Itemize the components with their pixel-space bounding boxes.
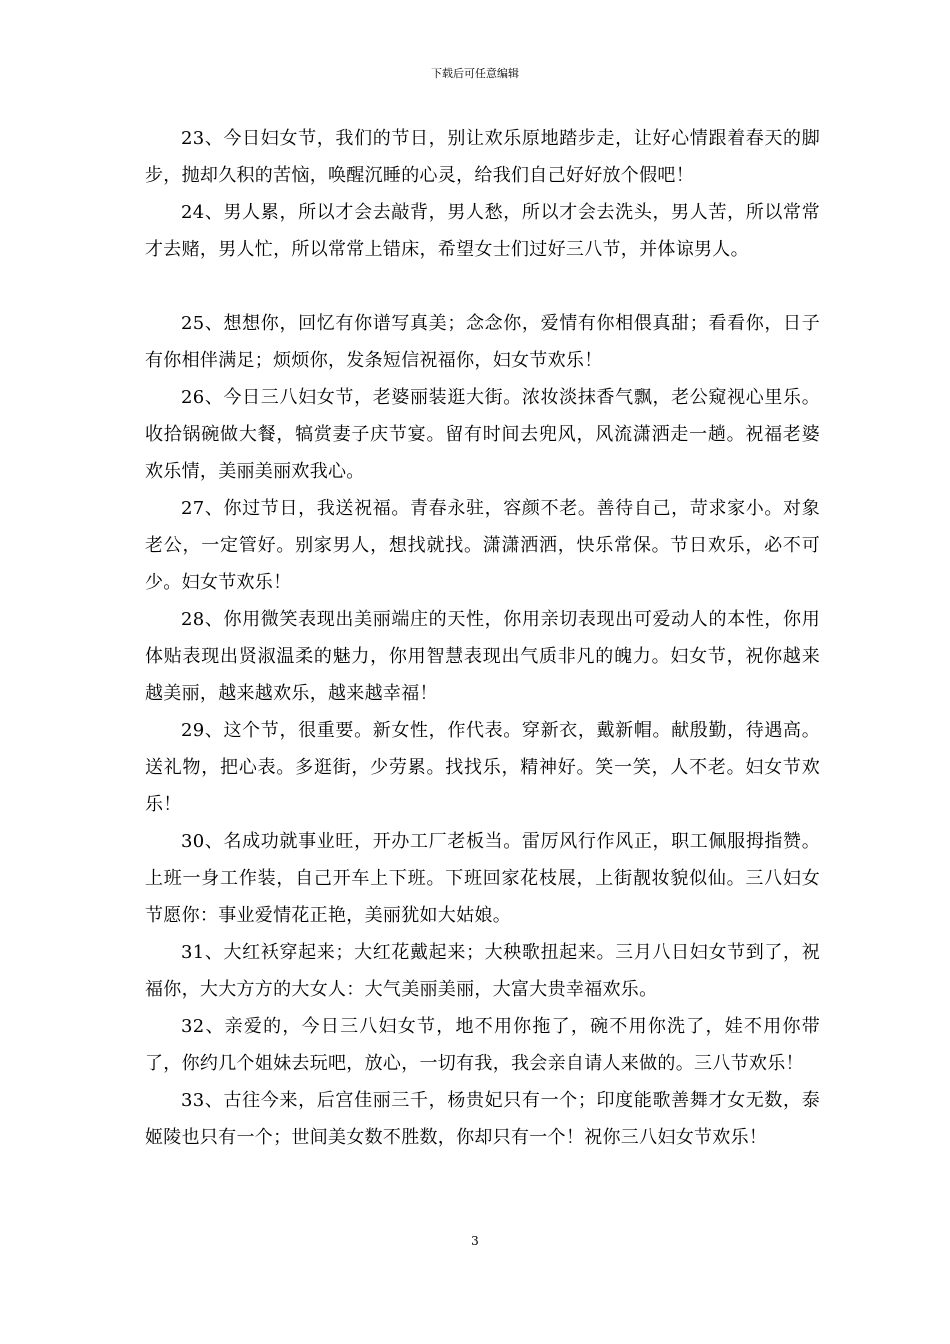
- paragraph-25: 25、想想你，回忆有你谱写真美；念念你，爱情有你相偎真甜；看看你，日子有你相伴满足；烦烦你，发条短信祝福你，妇女节欢乐！: [145, 313, 820, 371]
- paragraph-31: 31、大红袄穿起来；大红花戴起来；大秧歌扭起来。三月八日妇女节到了，祝福你，大大方方的大女人：大气美丽美丽，大富大贵幸福欢乐。: [145, 942, 820, 1000]
- page-header: 下载后可任意编辑: [431, 67, 519, 80]
- paragraph-23: 23、今日妇女节，我们的节日，别让欢乐原地踏步走，让好心情跟着春天的脚步，抛却久积的苦恼，唤醒沉睡的心灵，给我们自己好好放个假吧！: [145, 128, 820, 186]
- paragraph-30: 30、名成功就事业旺，开办工厂老板当。雷厉风行作风正，职工佩服拇指赞。上班一身工作装，自己开车上下班。下班回家花枝展，上街靓妆貌似仙。三八妇女节愿你：事业爱情花正艳，美丽犹如大姑娘。: [145, 831, 820, 926]
- paragraph-32: 32、亲爱的，今日三八妇女节，地不用你拖了，碗不用你洗了，娃不用你带了，你约几个姐妹去玩吧，放心，一切有我，我会亲自请人来做的。三八节欢乐！: [145, 1016, 820, 1074]
- paragraph-29: 29、这个节，很重要。新女性，作代表。穿新衣，戴新帽。献殷勤，待遇高。送礼物，把心表。多逛街，少劳累。找找乐，精神好。笑一笑，人不老。妇女节欢乐！: [145, 720, 820, 815]
- document-body: [145, 120, 820, 1156]
- paragraph-28: 28、你用微笑表现出美丽端庄的天性，你用亲切表现出可爱动人的本性，你用体贴表现出贤淑温柔的魅力，你用智慧表现出气质非凡的魄力。妇女节，祝你越来越美丽，越来越欢乐，越来越幸福！: [145, 609, 820, 704]
- paragraph-33: 33、古往今来，后宫佳丽三千，杨贵妃只有一个；印度能歌善舞才女无数，泰姬陵也只有一个；世间美女数不胜数，你却只有一个！祝你三八妇女节欢乐！: [145, 1090, 820, 1148]
- paragraph-24: 24、男人累，所以才会去敲背，男人愁，所以才会去洗头，男人苦，所以常常才去赌，男人忙，所以常常上错床，希望女士们过好三八节，并体谅男人。: [145, 202, 820, 260]
- paragraph-26: 26、今日三八妇女节，老婆丽装逛大街。浓妆淡抹香气飘，老公窥视心里乐。收拾锅碗做大餐，犒赏妻子庆节宴。留有时间去兜风，风流潇洒走一趟。祝福老婆欢乐情，美丽美丽欢我心。: [145, 387, 820, 482]
- page-number: 3: [471, 1234, 479, 1248]
- paragraph-spacer: [145, 268, 820, 305]
- paragraph-27: 27、你过节日，我送祝福。青春永驻，容颜不老。善待自己，苛求家小。对象老公，一定管好。别家男人，想找就找。潇潇洒洒，快乐常保。节日欢乐，必不可少。妇女节欢乐！: [145, 498, 820, 593]
